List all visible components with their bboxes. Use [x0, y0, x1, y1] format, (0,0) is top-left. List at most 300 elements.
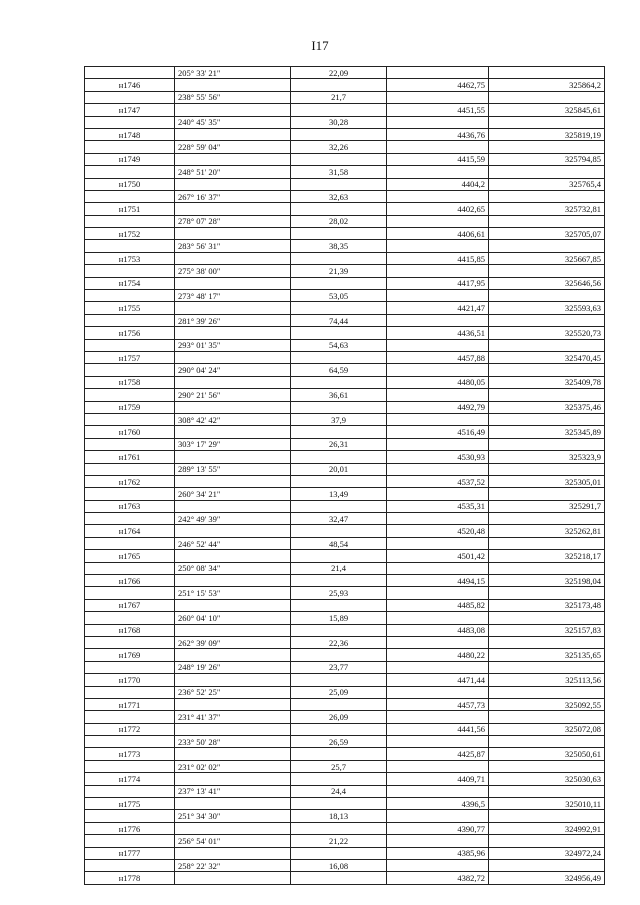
direction-angle: 238° 55' 56" [175, 91, 291, 103]
empty-cell [489, 587, 605, 599]
empty-cell [387, 661, 489, 673]
empty-cell [489, 265, 605, 277]
y-coordinate: 325732,81 [489, 203, 605, 215]
point-row [85, 451, 605, 463]
empty-cell [85, 810, 175, 822]
empty-cell [175, 500, 291, 512]
empty-cell [85, 463, 175, 475]
segment-length: 22,36 [291, 636, 387, 648]
direction-angle: 231° 02' 02" [175, 760, 291, 772]
empty-cell [387, 711, 489, 723]
x-coordinate: 4480,22 [387, 649, 489, 661]
empty-cell [387, 835, 489, 847]
segment-row [85, 265, 605, 277]
segment-row [85, 587, 605, 599]
empty-cell [387, 562, 489, 574]
empty-cell [387, 389, 489, 401]
y-coordinate: 325845,61 [489, 104, 605, 116]
point-row [85, 351, 605, 363]
empty-cell [291, 401, 387, 413]
empty-cell [85, 636, 175, 648]
point-name: н1757 [85, 351, 175, 363]
empty-cell [291, 773, 387, 785]
y-coordinate: 325198,04 [489, 575, 605, 587]
segment-row [85, 215, 605, 227]
y-coordinate: 324972,24 [489, 847, 605, 859]
y-coordinate: 325794,85 [489, 153, 605, 165]
y-coordinate: 325864,2 [489, 79, 605, 91]
point-name: н1753 [85, 252, 175, 264]
point-name: н1776 [85, 822, 175, 834]
segment-row [85, 661, 605, 673]
empty-cell [291, 500, 387, 512]
empty-cell [85, 166, 175, 178]
empty-cell [85, 116, 175, 128]
segment-row [85, 835, 605, 847]
x-coordinate: 4501,42 [387, 550, 489, 562]
point-name: н1767 [85, 599, 175, 611]
segment-length: 53,05 [291, 290, 387, 302]
point-row [85, 500, 605, 512]
point-name: н1759 [85, 401, 175, 413]
segment-length: 30,28 [291, 116, 387, 128]
empty-cell [85, 290, 175, 302]
point-row [85, 798, 605, 810]
segment-row [85, 290, 605, 302]
direction-angle: 228° 59' 04" [175, 141, 291, 153]
y-coordinate: 325092,55 [489, 698, 605, 710]
y-coordinate: 325470,45 [489, 351, 605, 363]
empty-cell [489, 116, 605, 128]
x-coordinate: 4492,79 [387, 401, 489, 413]
empty-cell [175, 649, 291, 661]
y-coordinate: 325667,85 [489, 252, 605, 264]
empty-cell [387, 67, 489, 79]
y-coordinate: 325520,73 [489, 327, 605, 339]
segment-row [85, 91, 605, 103]
direction-angle: 281° 39' 26" [175, 314, 291, 326]
point-name: н1761 [85, 451, 175, 463]
segment-row [85, 438, 605, 450]
point-name: н1747 [85, 104, 175, 116]
segment-length: 37,9 [291, 413, 387, 425]
empty-cell [85, 314, 175, 326]
segment-length: 22,09 [291, 67, 387, 79]
empty-cell [291, 575, 387, 587]
x-coordinate: 4530,93 [387, 451, 489, 463]
point-row [85, 252, 605, 264]
y-coordinate: 325050,61 [489, 748, 605, 760]
empty-cell [291, 128, 387, 140]
segment-length: 64,59 [291, 364, 387, 376]
empty-cell [175, 575, 291, 587]
segment-length: 32,26 [291, 141, 387, 153]
direction-angle: 278° 07' 28" [175, 215, 291, 227]
point-row [85, 79, 605, 91]
empty-cell [85, 513, 175, 525]
empty-cell [387, 240, 489, 252]
direction-angle: 262° 39' 09" [175, 636, 291, 648]
point-row [85, 550, 605, 562]
empty-cell [291, 104, 387, 116]
x-coordinate: 4462,75 [387, 79, 489, 91]
empty-cell [85, 785, 175, 797]
empty-cell [85, 67, 175, 79]
point-row [85, 178, 605, 190]
empty-cell [85, 711, 175, 723]
y-coordinate: 325705,07 [489, 228, 605, 240]
segment-length: 21,22 [291, 835, 387, 847]
point-name: н1772 [85, 723, 175, 735]
empty-cell [387, 860, 489, 872]
direction-angle: 267° 16' 37" [175, 190, 291, 202]
segment-length: 36,61 [291, 389, 387, 401]
empty-cell [387, 91, 489, 103]
segment-row [85, 760, 605, 772]
empty-cell [387, 438, 489, 450]
direction-angle: 248° 19' 26" [175, 661, 291, 673]
empty-cell [387, 314, 489, 326]
empty-cell [175, 822, 291, 834]
segment-row [85, 785, 605, 797]
segment-length: 32,63 [291, 190, 387, 202]
x-coordinate: 4441,56 [387, 723, 489, 735]
y-coordinate: 325345,89 [489, 426, 605, 438]
segment-row [85, 67, 605, 79]
empty-cell [85, 736, 175, 748]
y-coordinate: 325593,63 [489, 302, 605, 314]
x-coordinate: 4451,55 [387, 104, 489, 116]
segment-row [85, 537, 605, 549]
empty-cell [387, 760, 489, 772]
direction-angle: 205° 33' 21" [175, 67, 291, 79]
empty-cell [85, 661, 175, 673]
empty-cell [85, 860, 175, 872]
point-row [85, 748, 605, 760]
empty-cell [175, 426, 291, 438]
x-coordinate: 4516,49 [387, 426, 489, 438]
y-coordinate: 325218,17 [489, 550, 605, 562]
point-row [85, 104, 605, 116]
empty-cell [387, 537, 489, 549]
empty-cell [387, 686, 489, 698]
point-row [85, 599, 605, 611]
point-row [85, 153, 605, 165]
empty-cell [175, 475, 291, 487]
segment-length: 54,63 [291, 339, 387, 351]
point-row [85, 674, 605, 686]
segment-length: 31,58 [291, 166, 387, 178]
x-coordinate: 4382,72 [387, 872, 489, 884]
x-coordinate: 4436,51 [387, 327, 489, 339]
empty-cell [291, 872, 387, 884]
empty-cell [85, 835, 175, 847]
empty-cell [489, 686, 605, 698]
x-coordinate: 4417,95 [387, 277, 489, 289]
empty-cell [291, 649, 387, 661]
segment-length: 15,89 [291, 612, 387, 624]
point-name: н1764 [85, 525, 175, 537]
point-name: н1755 [85, 302, 175, 314]
page-number: I17 [311, 38, 329, 53]
segment-row [85, 190, 605, 202]
point-row [85, 525, 605, 537]
segment-row [85, 860, 605, 872]
point-row [85, 401, 605, 413]
direction-angle: 236° 52' 25" [175, 686, 291, 698]
y-coordinate: 325646,56 [489, 277, 605, 289]
point-name: н1748 [85, 128, 175, 140]
empty-cell [489, 91, 605, 103]
direction-angle: 250° 08' 34" [175, 562, 291, 574]
empty-cell [291, 723, 387, 735]
y-coordinate: 324992,91 [489, 822, 605, 834]
empty-cell [489, 389, 605, 401]
empty-cell [387, 215, 489, 227]
empty-cell [291, 252, 387, 264]
empty-cell [85, 141, 175, 153]
y-coordinate: 325010,11 [489, 798, 605, 810]
empty-cell [175, 277, 291, 289]
empty-cell [175, 252, 291, 264]
empty-cell [175, 153, 291, 165]
x-coordinate: 4409,71 [387, 773, 489, 785]
empty-cell [291, 178, 387, 190]
empty-cell [489, 463, 605, 475]
empty-cell [489, 438, 605, 450]
empty-cell [387, 587, 489, 599]
x-coordinate: 4480,05 [387, 376, 489, 388]
point-name: н1763 [85, 500, 175, 512]
empty-cell [489, 67, 605, 79]
segment-length: 26,59 [291, 736, 387, 748]
empty-cell [387, 339, 489, 351]
segment-length: 26,31 [291, 438, 387, 450]
segment-length: 21,7 [291, 91, 387, 103]
x-coordinate: 4425,87 [387, 748, 489, 760]
empty-cell [175, 228, 291, 240]
point-name: н1758 [85, 376, 175, 388]
point-name: н1774 [85, 773, 175, 785]
x-coordinate: 4404,2 [387, 178, 489, 190]
direction-angle: 293° 01' 35" [175, 339, 291, 351]
empty-cell [85, 686, 175, 698]
empty-cell [387, 290, 489, 302]
segment-row [85, 810, 605, 822]
direction-angle: 275° 38' 00" [175, 265, 291, 277]
point-name: н1751 [85, 203, 175, 215]
direction-angle: 251° 15' 53" [175, 587, 291, 599]
empty-cell [489, 636, 605, 648]
point-name: н1749 [85, 153, 175, 165]
segment-row [85, 711, 605, 723]
empty-cell [291, 451, 387, 463]
point-name: н1746 [85, 79, 175, 91]
empty-cell [291, 748, 387, 760]
empty-cell [175, 599, 291, 611]
empty-cell [291, 79, 387, 91]
y-coordinate: 324956,49 [489, 872, 605, 884]
empty-cell [291, 525, 387, 537]
empty-cell [489, 612, 605, 624]
direction-angle: 242° 49' 39" [175, 513, 291, 525]
empty-cell [489, 240, 605, 252]
empty-cell [489, 413, 605, 425]
direction-angle: 283° 56' 31" [175, 240, 291, 252]
point-name: н1754 [85, 277, 175, 289]
empty-cell [85, 760, 175, 772]
segment-row [85, 513, 605, 525]
empty-cell [387, 463, 489, 475]
segment-length: 18,13 [291, 810, 387, 822]
direction-angle: 258° 22' 32" [175, 860, 291, 872]
segment-row [85, 364, 605, 376]
empty-cell [175, 302, 291, 314]
segment-length: 16,08 [291, 860, 387, 872]
direction-angle: 289° 13' 55" [175, 463, 291, 475]
empty-cell [291, 228, 387, 240]
point-row [85, 723, 605, 735]
empty-cell [291, 624, 387, 636]
point-row [85, 376, 605, 388]
direction-angle: 303° 17' 29" [175, 438, 291, 450]
segment-row [85, 141, 605, 153]
segment-length: 28,02 [291, 215, 387, 227]
y-coordinate: 325262,81 [489, 525, 605, 537]
direction-angle: 260° 04' 10" [175, 612, 291, 624]
empty-cell [175, 773, 291, 785]
segment-row [85, 314, 605, 326]
empty-cell [85, 438, 175, 450]
empty-cell [489, 711, 605, 723]
y-coordinate: 325135,65 [489, 649, 605, 661]
empty-cell [387, 810, 489, 822]
point-row [85, 203, 605, 215]
empty-cell [387, 513, 489, 525]
empty-cell [291, 674, 387, 686]
empty-cell [85, 562, 175, 574]
segment-length: 13,49 [291, 488, 387, 500]
empty-cell [387, 736, 489, 748]
point-row [85, 228, 605, 240]
x-coordinate: 4396,5 [387, 798, 489, 810]
empty-cell [85, 339, 175, 351]
point-row [85, 426, 605, 438]
direction-angle: 251° 34' 30" [175, 810, 291, 822]
x-coordinate: 4485,82 [387, 599, 489, 611]
x-coordinate: 4415,85 [387, 252, 489, 264]
empty-cell [387, 413, 489, 425]
segment-row [85, 116, 605, 128]
segment-length: 25,7 [291, 760, 387, 772]
empty-cell [489, 860, 605, 872]
point-row [85, 773, 605, 785]
point-row [85, 847, 605, 859]
point-name: н1750 [85, 178, 175, 190]
empty-cell [291, 847, 387, 859]
empty-cell [387, 488, 489, 500]
point-row [85, 575, 605, 587]
y-coordinate: 325113,56 [489, 674, 605, 686]
x-coordinate: 4415,59 [387, 153, 489, 165]
empty-cell [175, 376, 291, 388]
point-name: н1766 [85, 575, 175, 587]
direction-angle: 256° 54' 01" [175, 835, 291, 847]
coordinates-table [84, 66, 605, 885]
point-name: н1778 [85, 872, 175, 884]
empty-cell [175, 674, 291, 686]
x-coordinate: 4535,31 [387, 500, 489, 512]
point-name: н1752 [85, 228, 175, 240]
empty-cell [291, 153, 387, 165]
point-row [85, 475, 605, 487]
empty-cell [175, 550, 291, 562]
empty-cell [175, 203, 291, 215]
direction-angle: 246° 52' 44" [175, 537, 291, 549]
point-name: н1762 [85, 475, 175, 487]
empty-cell [489, 513, 605, 525]
empty-cell [489, 339, 605, 351]
x-coordinate: 4390,77 [387, 822, 489, 834]
empty-cell [291, 698, 387, 710]
x-coordinate: 4402,65 [387, 203, 489, 215]
y-coordinate: 325323,9 [489, 451, 605, 463]
segment-row [85, 488, 605, 500]
point-name: н1768 [85, 624, 175, 636]
y-coordinate: 325819,19 [489, 128, 605, 140]
x-coordinate: 4520,48 [387, 525, 489, 537]
segment-length: 38,35 [291, 240, 387, 252]
empty-cell [85, 364, 175, 376]
empty-cell [85, 215, 175, 227]
empty-cell [291, 376, 387, 388]
point-row [85, 872, 605, 884]
empty-cell [85, 389, 175, 401]
empty-cell [291, 203, 387, 215]
segment-length: 24,4 [291, 785, 387, 797]
empty-cell [291, 277, 387, 289]
empty-cell [175, 525, 291, 537]
segment-row [85, 562, 605, 574]
empty-cell [291, 599, 387, 611]
segment-row [85, 413, 605, 425]
empty-cell [291, 798, 387, 810]
y-coordinate: 325305,01 [489, 475, 605, 487]
empty-cell [489, 215, 605, 227]
empty-cell [175, 748, 291, 760]
empty-cell [387, 141, 489, 153]
empty-cell [291, 426, 387, 438]
empty-cell [175, 178, 291, 190]
empty-cell [489, 488, 605, 500]
segment-length: 26,09 [291, 711, 387, 723]
empty-cell [175, 79, 291, 91]
y-coordinate: 325157,83 [489, 624, 605, 636]
x-coordinate: 4406,61 [387, 228, 489, 240]
x-coordinate: 4494,15 [387, 575, 489, 587]
point-name: н1769 [85, 649, 175, 661]
x-coordinate: 4471,44 [387, 674, 489, 686]
segment-length: 74,44 [291, 314, 387, 326]
empty-cell [175, 104, 291, 116]
empty-cell [489, 736, 605, 748]
point-row [85, 327, 605, 339]
segment-length: 23,77 [291, 661, 387, 673]
empty-cell [291, 351, 387, 363]
segment-length: 32,47 [291, 513, 387, 525]
empty-cell [387, 785, 489, 797]
empty-cell [85, 190, 175, 202]
